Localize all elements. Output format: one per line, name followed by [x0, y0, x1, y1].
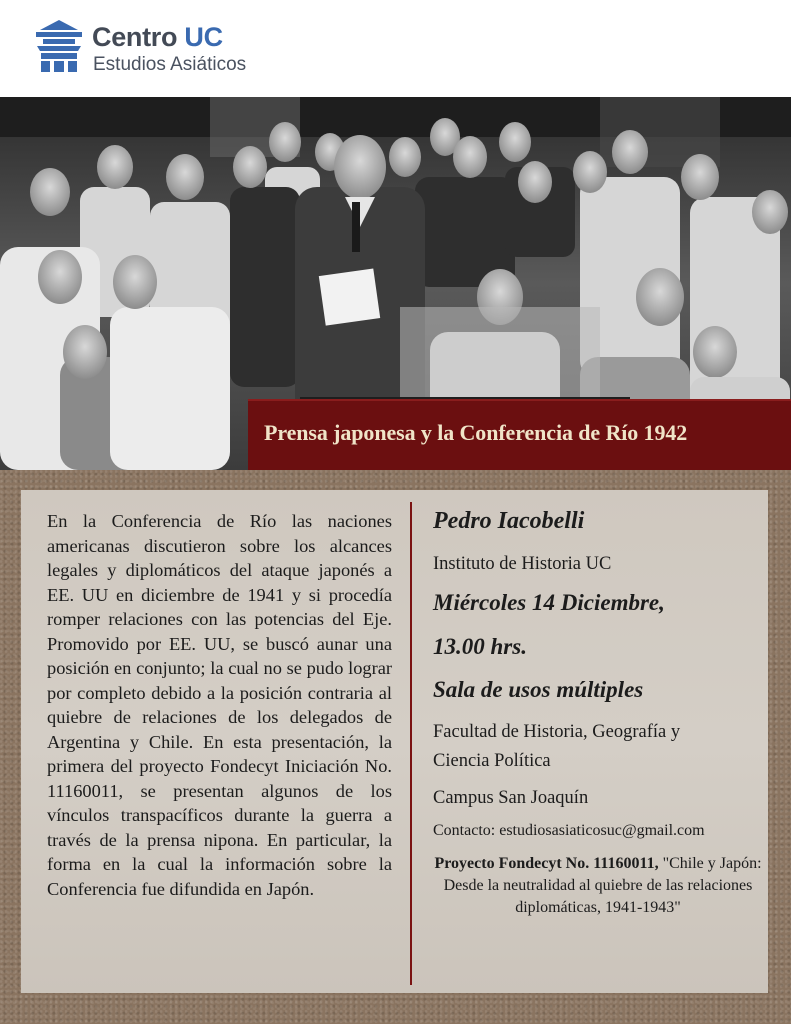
campus: Campus San Joaquín — [433, 788, 589, 808]
event-room: Sala de usos múltiples — [433, 677, 644, 702]
event-time: 13.00 hrs. — [433, 634, 527, 659]
logo-subtitle: Estudios Asiáticos — [93, 54, 247, 75]
logo-title: Centro UC — [92, 22, 223, 52]
faculty-line-1: Facultad de Historia, Geografía y — [433, 722, 681, 742]
project-info — [433, 853, 763, 919]
title-banner — [248, 399, 791, 470]
speaker-name: Pedro Iacobelli — [433, 508, 585, 534]
project-label: Proyecto Fondecyt No. 11160011, — [434, 855, 659, 872]
info-section — [0, 470, 791, 1024]
column-divider — [410, 502, 412, 985]
contact-email[interactable]: Contacto: estudiosasiaticosuc@gmail.com — [433, 822, 705, 839]
header — [0, 0, 791, 97]
abstract-text: En la Conferencia de Río las naciones americanas discutieron sobre los alcances legales y diplomáticos del ataque japonés a EE. UU en diciembre de 1941 y si procedía romper relaciones con las potencias del Eje. Promovido por EE. UU, se buscó aunar una posición en conjunto; la cual no se pudo lograr por completo debido a la posición contraria al quiebre de relaciones de los delegados de Argentina y Chile. En esta presentación, la primera del proyecto Fondecyt Iniciación No. 11160011, se presentan algunos de los vínculos transpacíficos durante la guerra a través de la prensa nipona. En particular, la forma en la cual la información sobre la Conferencia fue difundida en Japón. — [47, 511, 392, 899]
speaker-institution: Instituto de Historia UC — [433, 554, 612, 574]
event-title: Prensa japonesa y la Conferencia de Río 1942 — [264, 420, 688, 445]
project-title: "Chile y Japón: Desde la neutralidad al quiebre de las relaciones diplomáticas, 1941-1943" — [443, 855, 762, 916]
event-date: Miércoles 14 Diciembre, — [433, 590, 665, 615]
pagoda-icon — [34, 20, 84, 72]
info-panel — [21, 490, 768, 993]
faculty-line-2: Ciencia Política — [433, 751, 551, 771]
